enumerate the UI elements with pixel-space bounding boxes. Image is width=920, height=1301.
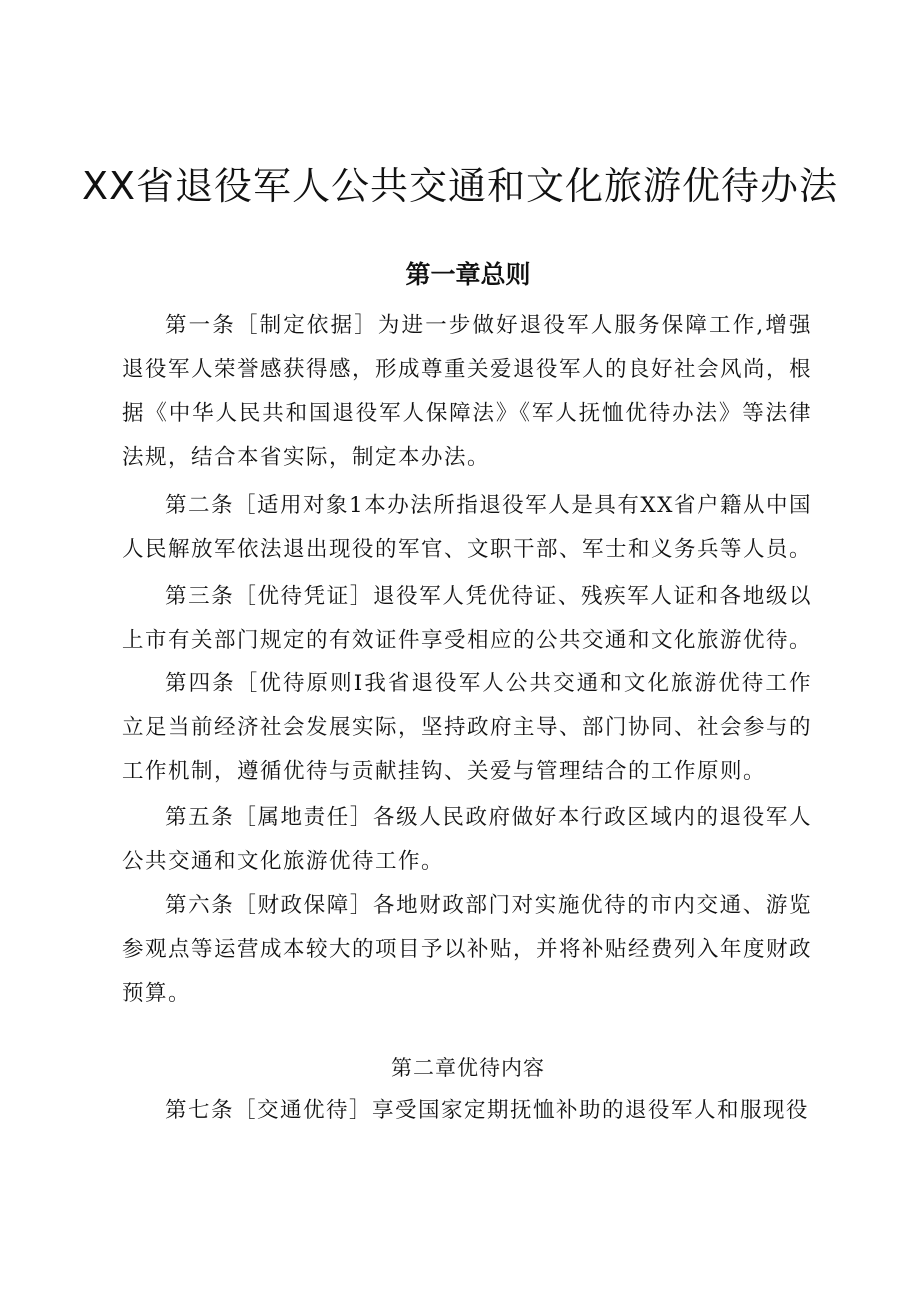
article-2: 第二条［适用对象1本办法所指退役军人是具有XX省户籍从中国人民解放军依法退出现役的军官、文职干部、军士和义务兵等人员。: [122, 493, 813, 562]
article-1: 第一条［制定依据］为进一步做好退役军人服务保障工作,增强退役军人荣誉感获得感，形成尊重关爱退役军人的良好社会风尚，根据《中华人民共和国退役军人保障法》《军人抚恤优待办法》等法律法规，结合本省实际，制定本办法。: [122, 313, 813, 470]
article-3: 第三条［优待凭证］退役军人凭优待证、残疾军人证和各地级以上市有关部门规定的有效证件享受相应的公共交通和文化旅游优待。: [122, 584, 813, 653]
article-4: 第四条［优待原则I我省退役军人公共交通和文化旅游优待工作立足当前经济社会发展实际，坚持政府主导、部门协同、社会参与的工作机制，遵循优待与贡献挂钩、关爱与管理结合的工作原则。: [122, 671, 813, 784]
article-6: 第六条［财政保障］各地财政部门对实施优待的市内交通、游览参观点等运营成本较大的项目予以补贴，并将补贴经费列入年度财政预算。: [122, 893, 813, 1006]
article-7-partial: 第七条［交通优待］享受国家定期抚恤补助的退役军人和服现役: [165, 1098, 810, 1123]
chapter-heading-benefits: 第二章优待内容: [391, 1056, 545, 1080]
article-5: 第五条［属地责任］各级人民政府做好本行政区域内的退役军人公共交通和文化旅游优待工作。: [122, 805, 812, 874]
document-title: XX省退役军人公共交通和文化旅游优待办法: [81, 164, 839, 208]
chapter-heading-general: 第一章总则: [405, 260, 531, 289]
